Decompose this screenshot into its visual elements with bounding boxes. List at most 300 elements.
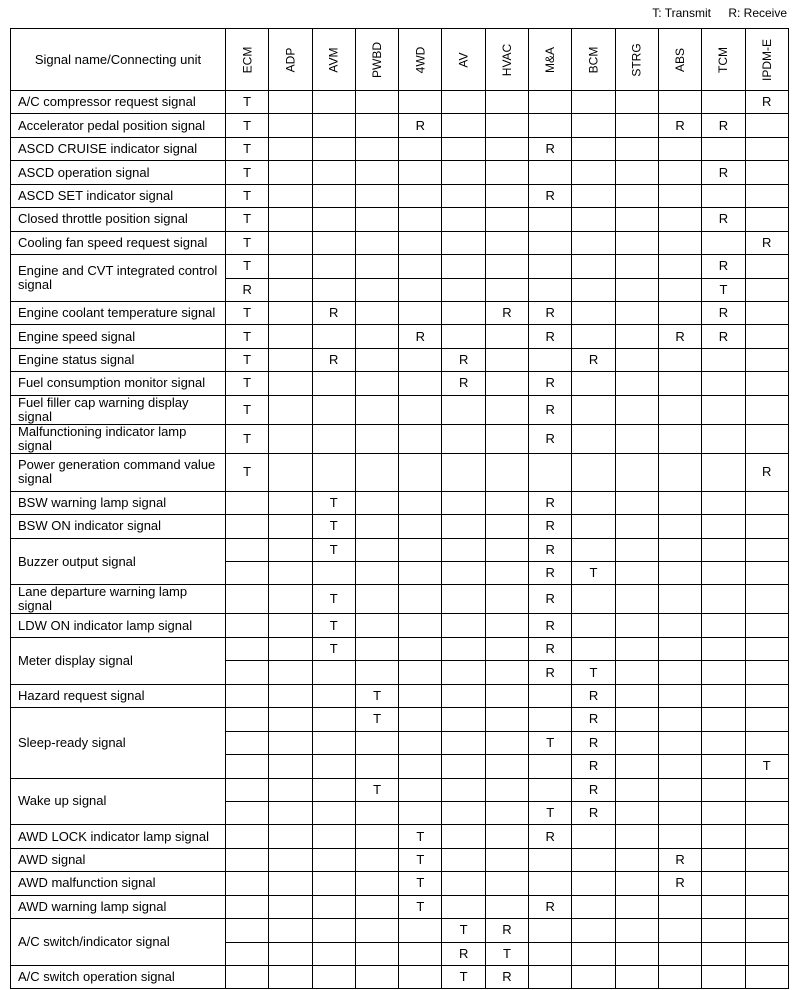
cell-bcm — [572, 278, 615, 301]
cell-adp — [269, 872, 312, 895]
cell-adp — [269, 372, 312, 395]
cell-ipdm-e — [745, 585, 788, 614]
signal-name: Fuel consumption monitor signal — [11, 372, 226, 395]
cell-4wd — [399, 778, 442, 801]
cell-adp — [269, 325, 312, 348]
cell-strg — [615, 708, 658, 731]
cell-ipdm-e — [745, 538, 788, 561]
cell-avm — [312, 801, 355, 824]
cell-adp — [269, 538, 312, 561]
cell-tcm — [702, 585, 745, 614]
cell-4wd — [399, 301, 442, 324]
cell-strg — [615, 755, 658, 778]
unit-header-label: AVM — [326, 47, 341, 73]
cell-pwbd — [355, 301, 398, 324]
cell-ipdm-e — [745, 778, 788, 801]
cell-abs — [658, 801, 701, 824]
cell-4wd — [399, 372, 442, 395]
cell-4wd: T — [399, 848, 442, 871]
cell-ecm: T — [226, 161, 269, 184]
cell-avm — [312, 395, 355, 424]
cell-4wd — [399, 538, 442, 561]
cell-ecm: T — [226, 424, 269, 453]
cell-tcm — [702, 755, 745, 778]
cell-hvac: R — [485, 301, 528, 324]
cell-tcm: R — [702, 208, 745, 231]
cell-abs — [658, 372, 701, 395]
cell-4wd — [399, 637, 442, 660]
cell-ipdm-e — [745, 348, 788, 371]
cell-strg — [615, 348, 658, 371]
unit-header-avm — [312, 29, 355, 91]
unit-header-label: IPDM-E — [759, 39, 774, 81]
cell-ecm — [226, 585, 269, 614]
cell-4wd — [399, 684, 442, 707]
signal-name: Engine coolant temperature signal — [11, 301, 226, 324]
cell-ecm: T — [226, 395, 269, 424]
cell-ecm: T — [226, 91, 269, 114]
cell-hvac — [485, 755, 528, 778]
cell-strg — [615, 731, 658, 754]
cell-strg — [615, 848, 658, 871]
cell-strg — [615, 966, 658, 989]
unit-header-label: ADP — [283, 47, 298, 73]
cell-ecm — [226, 614, 269, 637]
cell-tcm — [702, 91, 745, 114]
cell-av: R — [442, 372, 485, 395]
cell-hvac — [485, 825, 528, 848]
cell-avm: T — [312, 491, 355, 514]
cell-hvac — [485, 278, 528, 301]
signal-name: Cooling fan speed request signal — [11, 231, 226, 254]
cell-hvac — [485, 731, 528, 754]
cell-abs — [658, 301, 701, 324]
cell-ipdm-e — [745, 895, 788, 918]
cell-av — [442, 825, 485, 848]
unit-header-strg — [615, 29, 658, 91]
cell-tcm — [702, 895, 745, 918]
unit-header-label: ECM — [240, 46, 255, 74]
cell-4wd — [399, 184, 442, 207]
cell-bcm — [572, 848, 615, 871]
signal-name: Wake up signal — [11, 778, 226, 825]
cell-avm: R — [312, 348, 355, 371]
cell-ipdm-e — [745, 255, 788, 278]
table-row — [11, 637, 789, 660]
cell-adp — [269, 895, 312, 918]
cell-ecm — [226, 515, 269, 538]
cell-m-a: R — [529, 515, 572, 538]
cell-strg — [615, 614, 658, 637]
unit-header-label: TCM — [716, 47, 731, 73]
cell-bcm — [572, 301, 615, 324]
cell-ecm — [226, 942, 269, 965]
signal-name: Lane departure warning lamp signal — [11, 585, 226, 614]
cell-4wd — [399, 801, 442, 824]
cell-m-a: R — [529, 614, 572, 637]
cell-avm — [312, 325, 355, 348]
cell-ipdm-e — [745, 825, 788, 848]
cell-tcm — [702, 708, 745, 731]
cell-ecm — [226, 895, 269, 918]
cell-bcm — [572, 872, 615, 895]
cell-pwbd — [355, 372, 398, 395]
unit-header-label: M&A — [543, 46, 558, 74]
cell-strg — [615, 208, 658, 231]
cell-abs — [658, 208, 701, 231]
cell-m-a — [529, 872, 572, 895]
cell-tcm — [702, 684, 745, 707]
cell-ecm — [226, 661, 269, 684]
unit-header-av — [442, 29, 485, 91]
cell-m-a — [529, 848, 572, 871]
cell-strg — [615, 942, 658, 965]
cell-av — [442, 491, 485, 514]
cell-ecm — [226, 562, 269, 585]
signal-name: A/C switch/indicator signal — [11, 919, 226, 966]
cell-tcm — [702, 637, 745, 660]
cell-abs — [658, 585, 701, 614]
header-row — [11, 29, 789, 91]
cell-hvac — [485, 637, 528, 660]
cell-ecm: T — [226, 114, 269, 137]
cell-abs — [658, 515, 701, 538]
unit-header-bcm — [572, 29, 615, 91]
cell-tcm — [702, 137, 745, 160]
legend-receive: R: Receive — [728, 6, 787, 20]
cell-ecm — [226, 872, 269, 895]
cell-tcm: R — [702, 114, 745, 137]
cell-ecm — [226, 966, 269, 989]
signal-name: Meter display signal — [11, 637, 226, 684]
cell-abs — [658, 278, 701, 301]
cell-adp — [269, 491, 312, 514]
cell-av — [442, 731, 485, 754]
cell-tcm — [702, 538, 745, 561]
cell-4wd — [399, 348, 442, 371]
cell-avm — [312, 255, 355, 278]
unit-header-adp — [269, 29, 312, 91]
cell-hvac — [485, 684, 528, 707]
cell-av — [442, 708, 485, 731]
cell-abs — [658, 825, 701, 848]
table-row — [11, 585, 789, 614]
cell-tcm — [702, 661, 745, 684]
cell-4wd — [399, 515, 442, 538]
table-row — [11, 114, 789, 137]
cell-tcm — [702, 184, 745, 207]
cell-ecm: T — [226, 137, 269, 160]
cell-tcm: T — [702, 278, 745, 301]
cell-adp — [269, 585, 312, 614]
signal-name: ASCD CRUISE indicator signal — [11, 137, 226, 160]
cell-hvac — [485, 395, 528, 424]
cell-4wd: R — [399, 114, 442, 137]
cell-hvac — [485, 708, 528, 731]
cell-av — [442, 872, 485, 895]
cell-bcm: R — [572, 731, 615, 754]
cell-ipdm-e — [745, 208, 788, 231]
cell-m-a — [529, 114, 572, 137]
cell-strg — [615, 661, 658, 684]
signal-name: AWD LOCK indicator lamp signal — [11, 825, 226, 848]
cell-tcm: R — [702, 255, 745, 278]
cell-abs — [658, 137, 701, 160]
cell-hvac — [485, 372, 528, 395]
cell-av — [442, 614, 485, 637]
cell-abs — [658, 895, 701, 918]
signal-name: AWD malfunction signal — [11, 872, 226, 895]
table-row — [11, 91, 789, 114]
table-row — [11, 895, 789, 918]
cell-av — [442, 661, 485, 684]
cell-ipdm-e — [745, 637, 788, 660]
cell-hvac — [485, 562, 528, 585]
cell-avm — [312, 424, 355, 453]
cell-adp — [269, 231, 312, 254]
cell-ipdm-e — [745, 491, 788, 514]
table-row — [11, 231, 789, 254]
cell-tcm — [702, 778, 745, 801]
cell-pwbd — [355, 424, 398, 453]
cell-pwbd — [355, 137, 398, 160]
cell-av — [442, 585, 485, 614]
unit-header-label: PWBD — [370, 42, 385, 78]
cell-pwbd — [355, 161, 398, 184]
cell-4wd — [399, 208, 442, 231]
cell-ecm: R — [226, 278, 269, 301]
cell-strg — [615, 114, 658, 137]
cell-m-a: R — [529, 372, 572, 395]
cell-hvac — [485, 208, 528, 231]
cell-m-a: R — [529, 424, 572, 453]
cell-bcm — [572, 424, 615, 453]
cell-ipdm-e — [745, 708, 788, 731]
cell-avm: T — [312, 538, 355, 561]
cell-hvac — [485, 895, 528, 918]
cell-av — [442, 778, 485, 801]
cell-adp — [269, 114, 312, 137]
cell-adp — [269, 801, 312, 824]
cell-ecm: T — [226, 231, 269, 254]
cell-ipdm-e — [745, 137, 788, 160]
cell-hvac — [485, 325, 528, 348]
signal-name: Fuel filler cap warning display signal — [11, 395, 226, 424]
cell-bcm — [572, 184, 615, 207]
cell-pwbd — [355, 895, 398, 918]
cell-pwbd — [355, 825, 398, 848]
cell-ecm — [226, 538, 269, 561]
cell-abs — [658, 91, 701, 114]
cell-abs — [658, 661, 701, 684]
cell-hvac: R — [485, 966, 528, 989]
cell-tcm — [702, 424, 745, 453]
cell-pwbd — [355, 801, 398, 824]
cell-adp — [269, 708, 312, 731]
cell-hvac — [485, 585, 528, 614]
cell-av — [442, 278, 485, 301]
signal-name: Sleep-ready signal — [11, 708, 226, 778]
cell-tcm — [702, 942, 745, 965]
cell-tcm — [702, 966, 745, 989]
table-row — [11, 919, 789, 942]
cell-bcm: R — [572, 778, 615, 801]
cell-strg — [615, 137, 658, 160]
cell-ecm — [226, 919, 269, 942]
signal-table — [10, 28, 789, 989]
cell-strg — [615, 395, 658, 424]
cell-bcm — [572, 515, 615, 538]
cell-pwbd — [355, 731, 398, 754]
signal-name: ASCD SET indicator signal — [11, 184, 226, 207]
cell-strg — [615, 424, 658, 453]
cell-bcm: R — [572, 348, 615, 371]
cell-m-a: R — [529, 562, 572, 585]
cell-adp — [269, 208, 312, 231]
cell-adp — [269, 825, 312, 848]
cell-abs: R — [658, 114, 701, 137]
cell-abs — [658, 491, 701, 514]
cell-pwbd — [355, 755, 398, 778]
unit-header-ipdm-e — [745, 29, 788, 91]
cell-strg — [615, 301, 658, 324]
table-row — [11, 208, 789, 231]
table-row — [11, 325, 789, 348]
cell-ecm: T — [226, 301, 269, 324]
cell-tcm — [702, 731, 745, 754]
cell-m-a — [529, 278, 572, 301]
cell-4wd — [399, 661, 442, 684]
cell-pwbd — [355, 942, 398, 965]
cell-bcm — [572, 231, 615, 254]
cell-ipdm-e — [745, 684, 788, 707]
cell-strg — [615, 372, 658, 395]
cell-m-a: R — [529, 661, 572, 684]
table-row — [11, 161, 789, 184]
cell-hvac — [485, 231, 528, 254]
cell-ecm — [226, 801, 269, 824]
cell-m-a — [529, 942, 572, 965]
table-row — [11, 708, 789, 731]
cell-m-a — [529, 684, 572, 707]
cell-avm: R — [312, 301, 355, 324]
cell-av — [442, 91, 485, 114]
cell-m-a: R — [529, 585, 572, 614]
cell-hvac — [485, 114, 528, 137]
cell-m-a — [529, 208, 572, 231]
cell-avm — [312, 848, 355, 871]
cell-ecm — [226, 755, 269, 778]
cell-tcm — [702, 825, 745, 848]
table-row — [11, 491, 789, 514]
table-row — [11, 538, 789, 561]
cell-av — [442, 114, 485, 137]
cell-avm: T — [312, 515, 355, 538]
cell-adp — [269, 91, 312, 114]
cell-ipdm-e — [745, 161, 788, 184]
cell-ipdm-e — [745, 372, 788, 395]
cell-avm: T — [312, 614, 355, 637]
table-row — [11, 515, 789, 538]
cell-bcm: T — [572, 562, 615, 585]
cell-tcm: R — [702, 301, 745, 324]
cell-avm — [312, 708, 355, 731]
cell-av — [442, 538, 485, 561]
cell-pwbd — [355, 231, 398, 254]
unit-header-abs — [658, 29, 701, 91]
cell-abs — [658, 538, 701, 561]
unit-header-label: ABS — [673, 47, 688, 73]
cell-pwbd — [355, 491, 398, 514]
cell-av — [442, 515, 485, 538]
signal-name: Hazard request signal — [11, 684, 226, 707]
cell-4wd — [399, 755, 442, 778]
signal-name: BSW warning lamp signal — [11, 491, 226, 514]
cell-tcm — [702, 872, 745, 895]
cell-m-a: R — [529, 137, 572, 160]
cell-hvac — [485, 348, 528, 371]
cell-adp — [269, 278, 312, 301]
cell-adp — [269, 661, 312, 684]
cell-adp — [269, 424, 312, 453]
table-row — [11, 184, 789, 207]
cell-pwbd: T — [355, 684, 398, 707]
cell-ecm: T — [226, 453, 269, 491]
cell-av — [442, 637, 485, 660]
signal-name: Malfunctioning indicator lamp signal — [11, 424, 226, 453]
cell-avm — [312, 372, 355, 395]
unit-header-tcm — [702, 29, 745, 91]
cell-ipdm-e — [745, 872, 788, 895]
cell-av — [442, 562, 485, 585]
cell-strg — [615, 255, 658, 278]
cell-avm — [312, 562, 355, 585]
cell-pwbd: T — [355, 708, 398, 731]
cell-ipdm-e — [745, 395, 788, 424]
cell-hvac — [485, 137, 528, 160]
cell-adp — [269, 966, 312, 989]
cell-4wd: T — [399, 895, 442, 918]
cell-ecm — [226, 684, 269, 707]
legend-transmit: T: Transmit — [652, 6, 711, 20]
cell-pwbd — [355, 661, 398, 684]
cell-hvac: R — [485, 919, 528, 942]
cell-bcm — [572, 919, 615, 942]
cell-tcm — [702, 372, 745, 395]
signal-name: Power generation command value signal — [11, 453, 226, 491]
cell-abs — [658, 708, 701, 731]
cell-pwbd — [355, 562, 398, 585]
cell-ipdm-e — [745, 562, 788, 585]
cell-av: T — [442, 966, 485, 989]
cell-ipdm-e — [745, 424, 788, 453]
table-row — [11, 424, 789, 453]
cell-hvac — [485, 491, 528, 514]
cell-adp — [269, 942, 312, 965]
cell-hvac — [485, 801, 528, 824]
cell-adp — [269, 348, 312, 371]
cell-abs: R — [658, 848, 701, 871]
cell-bcm — [572, 966, 615, 989]
cell-tcm — [702, 231, 745, 254]
cell-strg — [615, 585, 658, 614]
cell-pwbd — [355, 538, 398, 561]
cell-pwbd — [355, 919, 398, 942]
cell-bcm: T — [572, 661, 615, 684]
cell-strg — [615, 778, 658, 801]
cell-bcm — [572, 491, 615, 514]
cell-pwbd — [355, 114, 398, 137]
